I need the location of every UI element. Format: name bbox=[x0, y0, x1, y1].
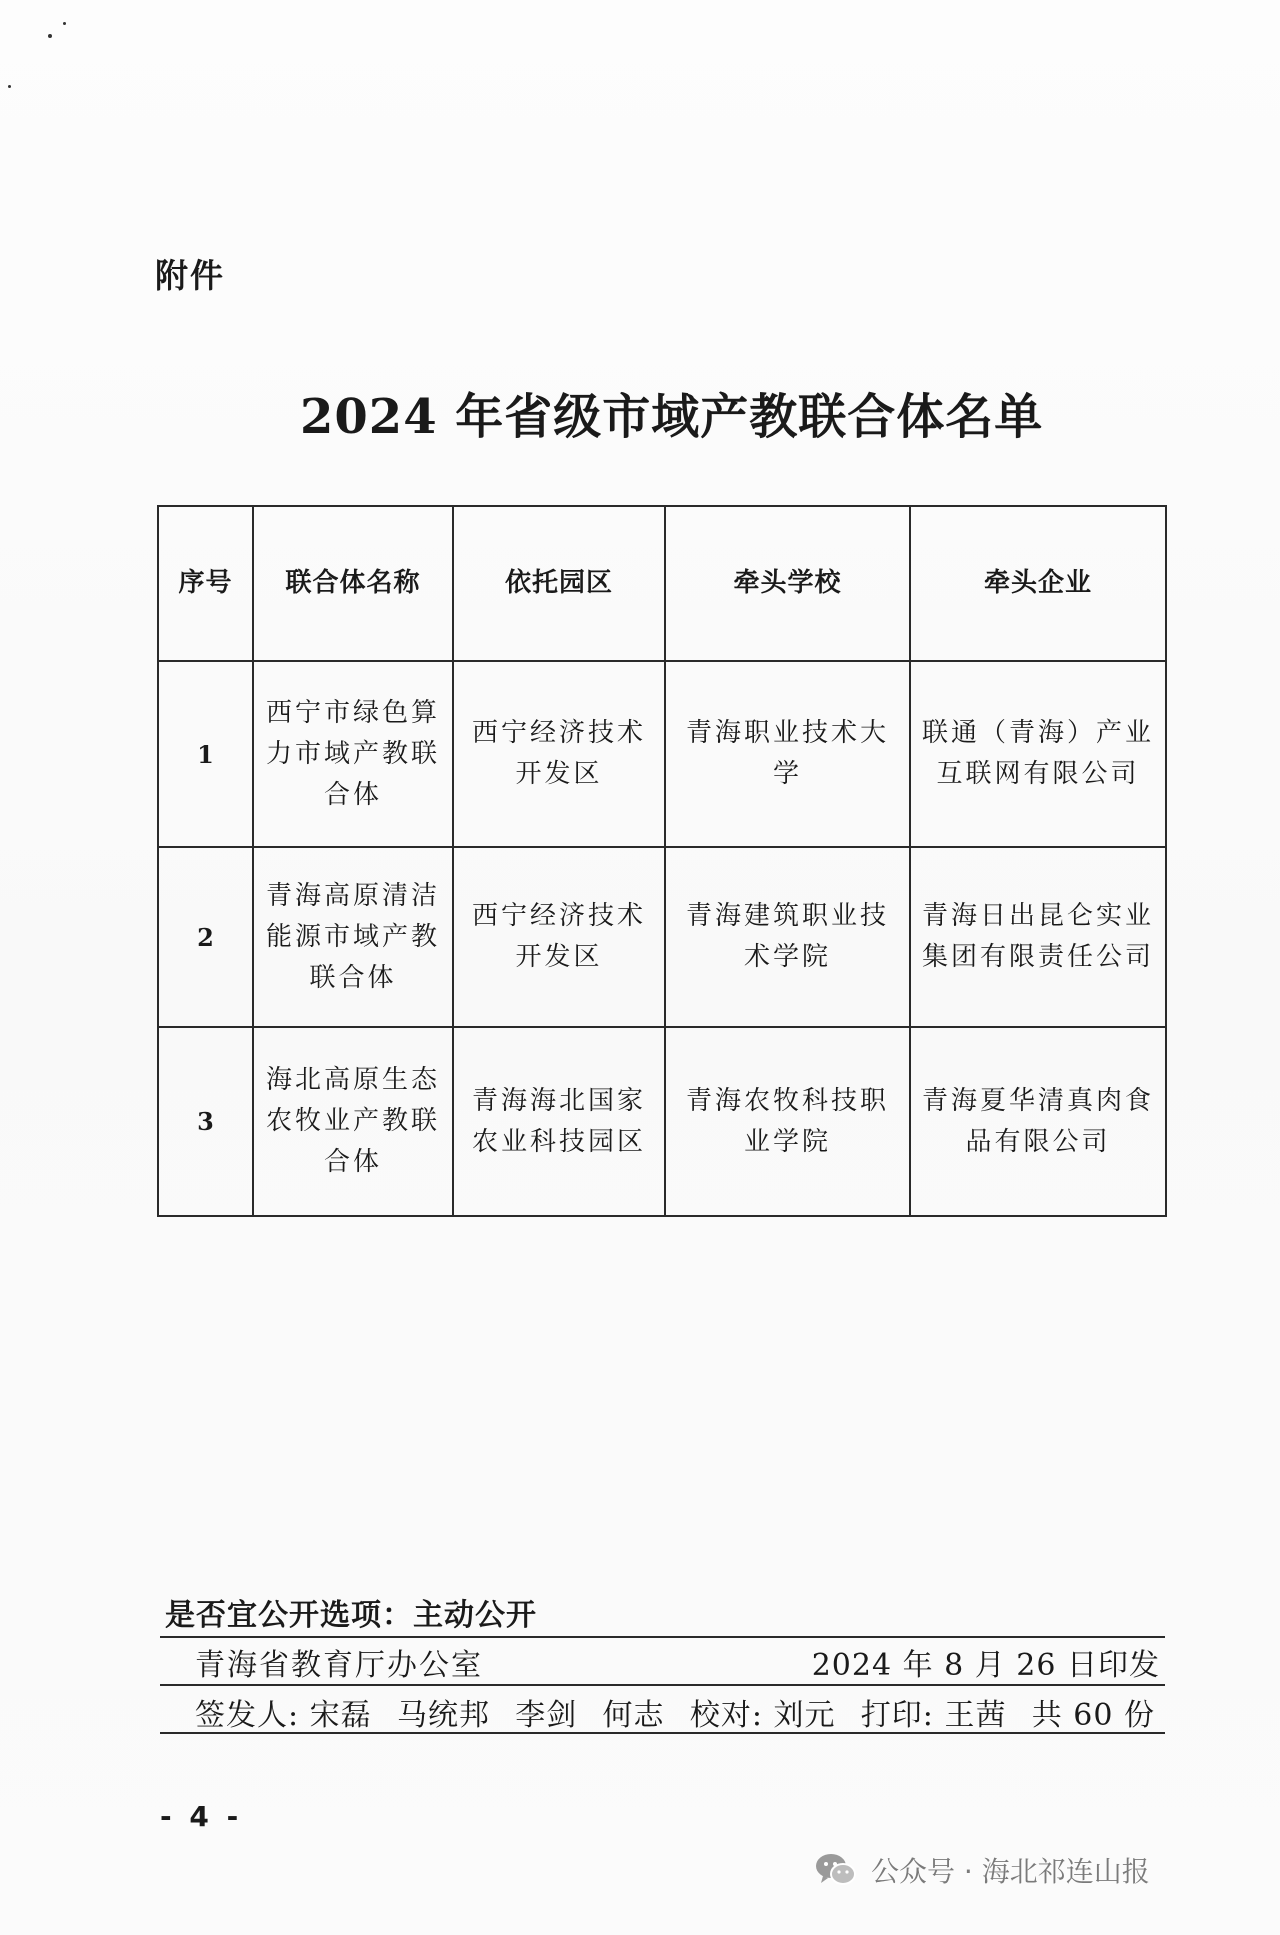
row-alliance-name: 青海高原清洁能源市域产教联合体 bbox=[253, 847, 453, 1027]
table-header-row bbox=[158, 506, 1166, 661]
signer-1: 签发人: 宋磊 bbox=[195, 1698, 372, 1733]
row-park: 青海海北国家农业科技园区 bbox=[453, 1027, 665, 1216]
issue-date: 2024 年 8 月 26 日印发 bbox=[811, 1648, 1160, 1683]
row-seq: 3 bbox=[158, 1027, 253, 1216]
footer-rule-top bbox=[160, 1636, 1165, 1638]
scan-speck bbox=[63, 22, 66, 25]
footer-rule-bottom bbox=[160, 1732, 1165, 1734]
watermark bbox=[815, 1845, 1150, 1895]
document-title: 2024 年省级市域产教联合体名单 bbox=[300, 389, 1044, 445]
watermark-text: 公众号 · 海北祁连山报 bbox=[871, 1855, 1150, 1888]
row-seq: 2 bbox=[158, 847, 253, 1027]
copies: 共 60 份 bbox=[1031, 1698, 1155, 1733]
row-park: 西宁经济技术开发区 bbox=[453, 847, 665, 1027]
row-alliance-name: 海北高原生态农牧业产教联合体 bbox=[253, 1027, 453, 1216]
alliance-list-table bbox=[157, 505, 1167, 1217]
scan-speck bbox=[48, 34, 52, 38]
signer-4: 何志 bbox=[602, 1698, 665, 1733]
row-alliance-name: 西宁市绿色算力市域产教联合体 bbox=[253, 661, 453, 847]
disclosure-option: 是否宜公开选项：主动公开 bbox=[165, 1598, 537, 1633]
table-row bbox=[158, 661, 1166, 847]
row-seq: 1 bbox=[158, 661, 253, 847]
wechat-icon bbox=[815, 1852, 857, 1888]
header-alliance-name: 联合体名称 bbox=[253, 506, 453, 661]
row-lead-school: 青海职业技术大学 bbox=[665, 661, 910, 847]
signer-3: 李剑 bbox=[515, 1698, 578, 1733]
signer-2: 马统邦 bbox=[396, 1698, 490, 1733]
table-row bbox=[158, 847, 1166, 1027]
row-lead-school: 青海建筑职业技术学院 bbox=[665, 847, 910, 1027]
row-park: 西宁经济技术开发区 bbox=[453, 661, 665, 847]
row-lead-school: 青海农牧科技职业学院 bbox=[665, 1027, 910, 1216]
header-lead-company: 牵头企业 bbox=[910, 506, 1166, 661]
footer-rule-middle bbox=[160, 1684, 1165, 1686]
header-seq: 序号 bbox=[158, 506, 253, 661]
scan-speck bbox=[8, 85, 11, 88]
page-number: - 4 - bbox=[160, 1800, 243, 1833]
row-lead-company: 青海日出昆仑实业集团有限责任公司 bbox=[910, 847, 1166, 1027]
header-lead-school: 牵头学校 bbox=[665, 506, 910, 661]
row-lead-company: 联通（青海）产业互联网有限公司 bbox=[910, 661, 1166, 847]
signers-line bbox=[195, 1690, 1155, 1734]
attachment-label: 附件 bbox=[155, 256, 225, 295]
table-row bbox=[158, 1027, 1166, 1216]
header-park: 依托园区 bbox=[453, 506, 665, 661]
printer: 打印: 王茜 bbox=[860, 1698, 1007, 1733]
row-lead-company: 青海夏华清真肉食品有限公司 bbox=[910, 1027, 1166, 1216]
proofreader: 校对: 刘元 bbox=[689, 1698, 836, 1733]
issuing-office: 青海省教育厅办公室 bbox=[195, 1648, 483, 1683]
